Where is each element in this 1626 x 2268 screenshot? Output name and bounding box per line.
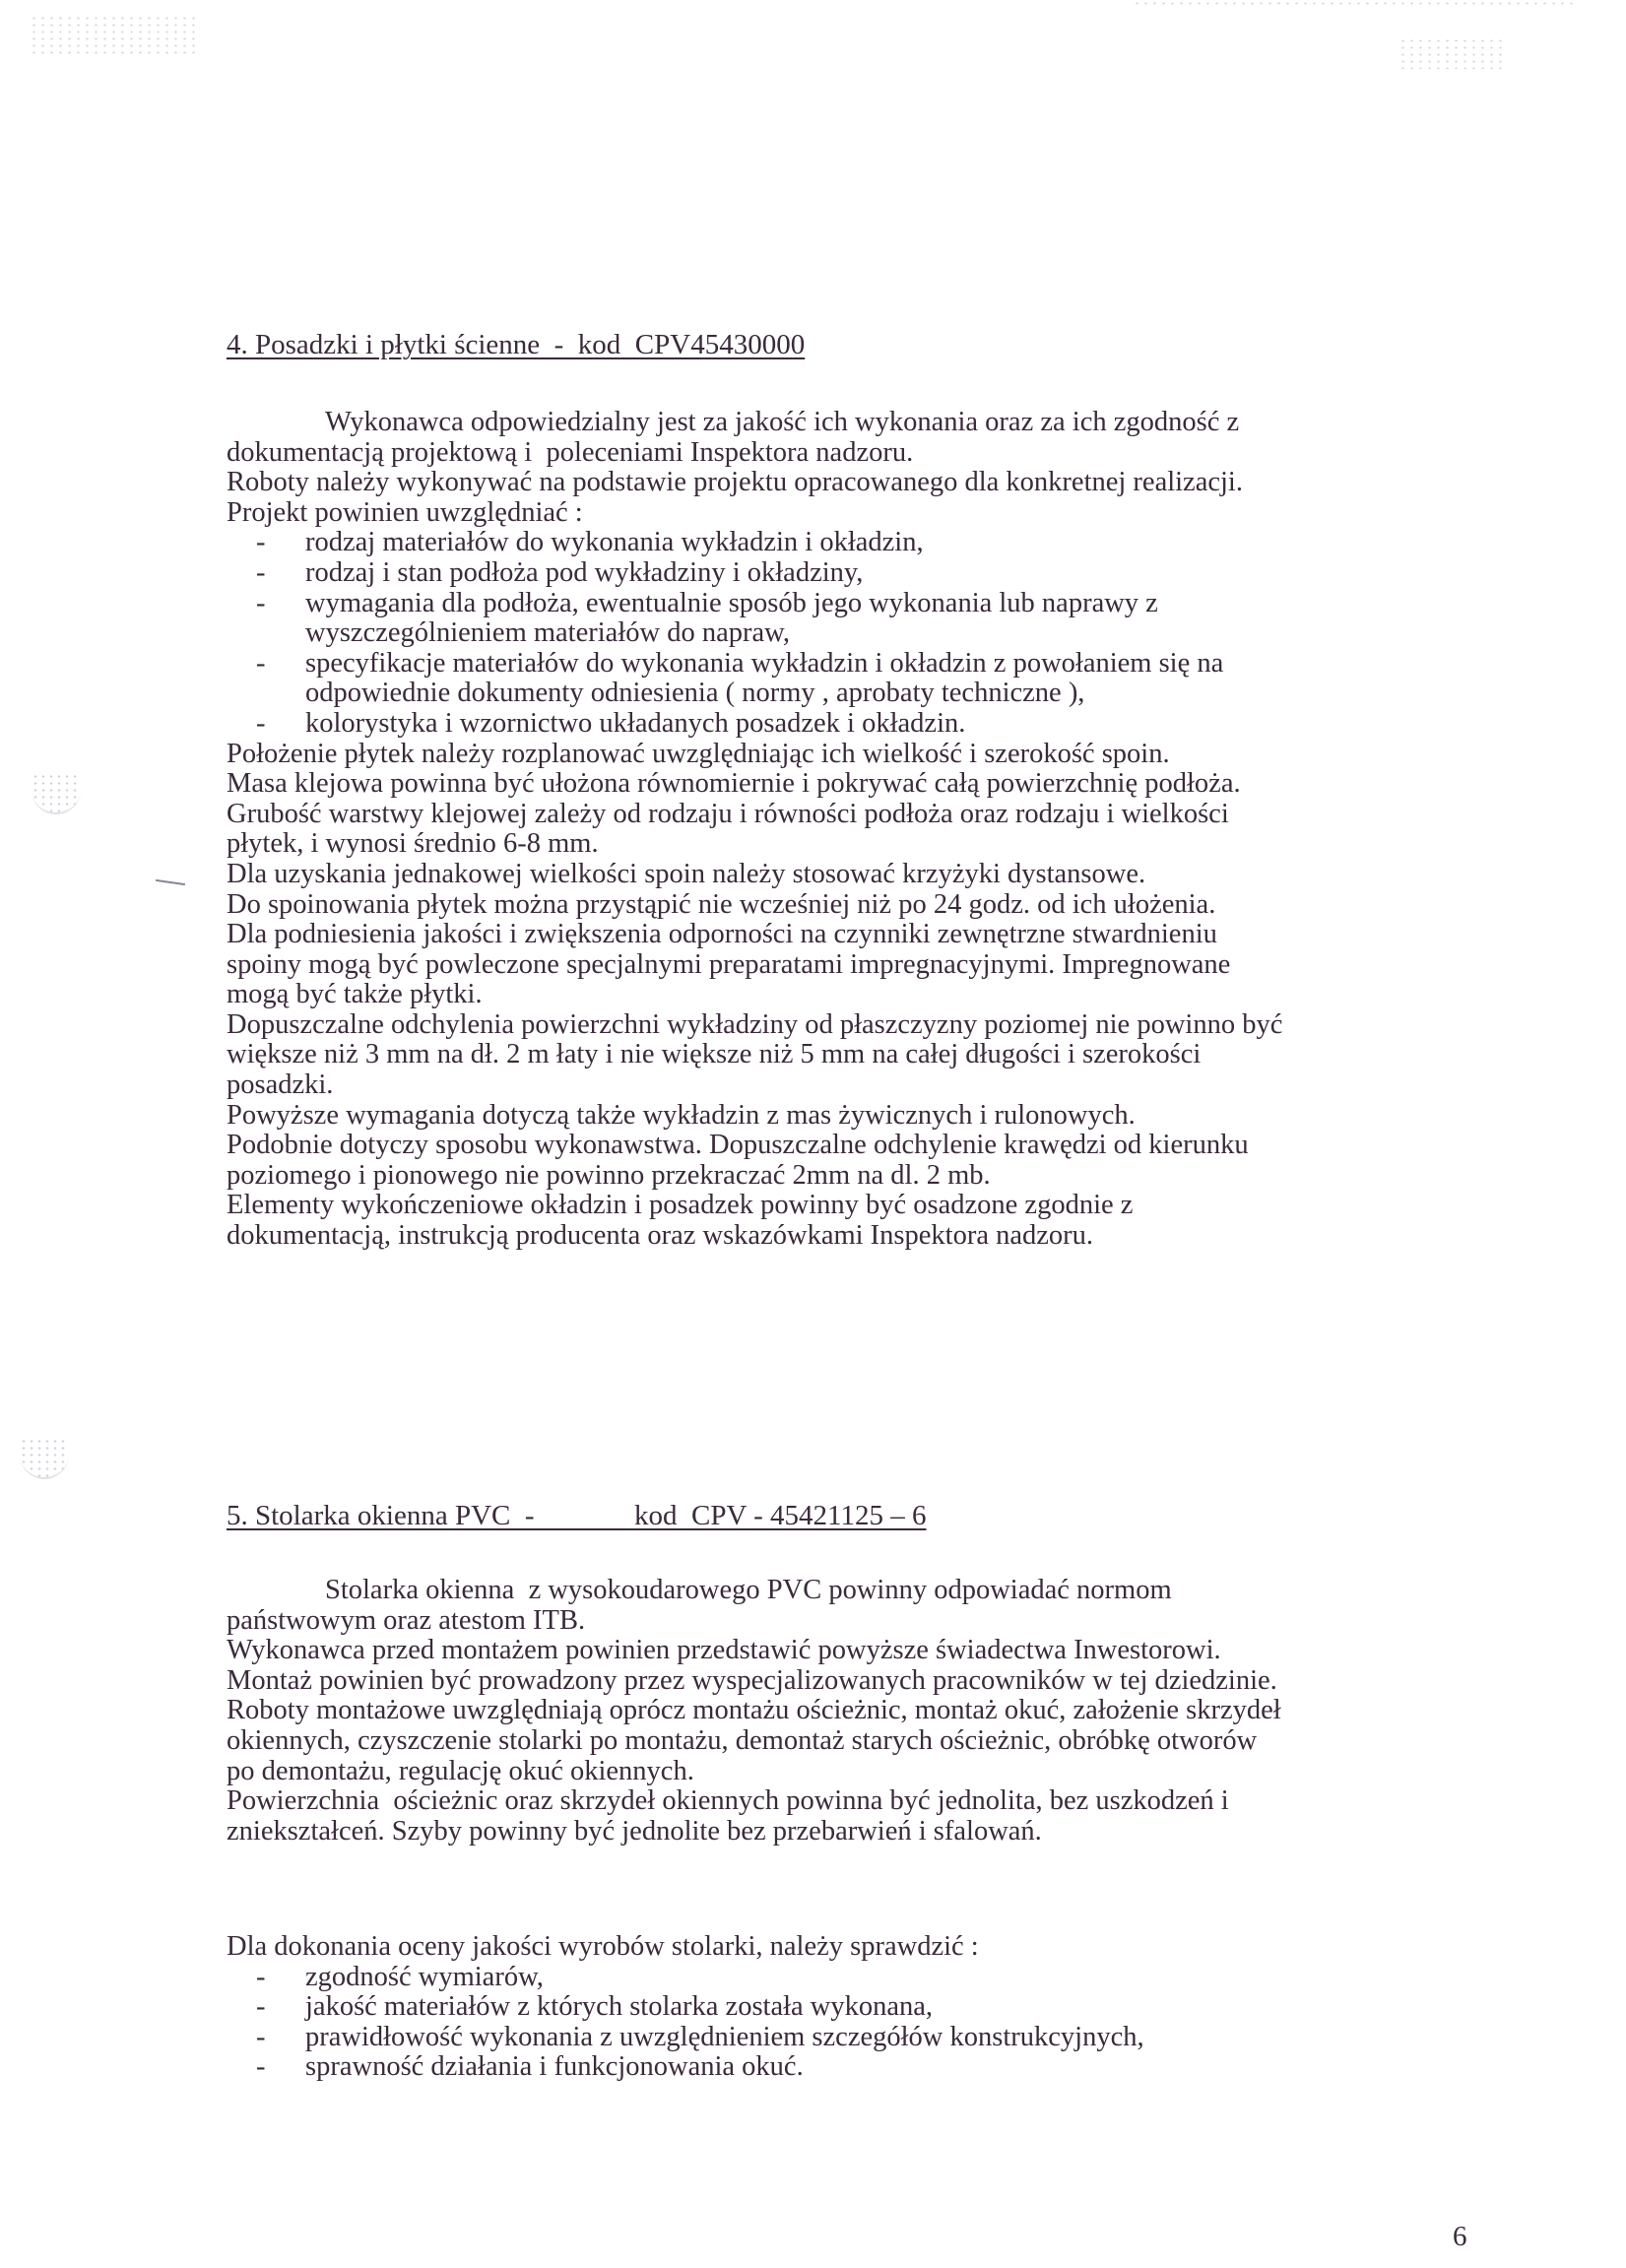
checklist-intro: Dla dokonania oceny jakości wyrobów stolarki, należy sprawdzić :	[227, 1931, 979, 1962]
paragraph-line: państwowym oraz atestom ITB.	[227, 1604, 586, 1636]
paragraph-line: Powierzchnia ościeżnic oraz skrzydeł okiennych powinna być jednolita, bez uszkodzeń i	[227, 1785, 1229, 1817]
list-item-text: rodzaj i stan podłoża pod wykładziny i okładziny,	[305, 556, 864, 588]
paragraph-line: Wykonawca przed montażem powinien przedstawić powyższe świadectwa Inwestorowi.	[227, 1635, 1221, 1666]
section-4-heading: 4. Posadzki i płytki ścienne - kod CPV45430000	[227, 329, 806, 360]
list-item	[227, 709, 1507, 740]
section-5-body	[227, 1576, 1507, 1847]
list-item-text: specyfikacje materiałów do wykonania wykładzin i okładzin z powołaniem się na	[305, 647, 1224, 679]
paragraph-line: Stolarka okienna z wysokoudarowego PVC powinny odpowiadać normom	[325, 1575, 1172, 1605]
paragraph-line: posadzki.	[227, 1069, 334, 1101]
punch-hole-upper	[32, 773, 81, 814]
paragraph-line: Dla podniesienia jakości i zwiększenia odporności na czynniki zewnętrzne stwardnieniu	[227, 919, 1217, 950]
paragraph-line: mogą być także płytki.	[227, 979, 483, 1010]
list-dash: -	[256, 1991, 266, 2023]
paragraph-line: większe niż 3 mm na dł. 2 m łaty i nie większe niż 5 mm na całej długości i szerokości	[227, 1039, 1202, 1070]
scan-mark	[156, 879, 185, 885]
paragraph-line: Dla uzyskania jednakowej wielkości spoin należy stosować krzyżyki dystansowe.	[227, 858, 1146, 889]
paragraph-line: Podobnie dotyczy sposobu wykonawstwa. Dopuszczalne odchylenie krawędzi od kierunku	[227, 1130, 1249, 1161]
paragraph-line: zniekształceń. Szyby powinny być jednolite bez przebarwień i sfalowań.	[227, 1815, 1042, 1847]
list-item-text: prawidłowość wykonania z uwzględnieniem szczegółów konstrukcyjnych,	[305, 2021, 1144, 2052]
requirements-list	[227, 528, 1507, 739]
list-item-text: rodzaj materiałów do wykonania wykładzin i okładzin,	[305, 527, 924, 558]
scan-speckle-top-right	[1398, 37, 1507, 69]
list-item	[227, 1992, 1507, 2023]
paragraph-line: spoiny mogą być powleczone specjalnymi preparatami impregnacyjnymi. Impregnowane	[227, 948, 1231, 980]
scan-speckle-top-left	[30, 15, 197, 54]
paragraph-line: Masa klejowa powinna być ułożona równomiernie i pokrywać całą powierzchnię podłoża.	[227, 768, 1241, 800]
paragraph-line: Położenie płytek należy rozplanować uwzględniając ich wielkość i szerokość spoin.	[227, 738, 1170, 769]
punch-hole-lower	[20, 1438, 69, 1479]
list-item-text: zgodność wymiarów,	[305, 1961, 544, 1992]
list-dash: -	[256, 527, 266, 558]
list-dash: -	[256, 1961, 266, 1992]
paragraph-line: Do spoinowania płytek można przystąpić nie wcześniej niż po 24 godz. od ich ułożenia.	[227, 888, 1216, 920]
list-dash: -	[256, 2021, 266, 2052]
paragraph-line: Powyższe wymagania dotyczą także wykładzin z mas żywicznych i rulonowych.	[227, 1099, 1136, 1131]
list-dash: -	[256, 2051, 266, 2083]
section-4-body	[227, 408, 1507, 1252]
paragraph-line: Grubość warstwy klejowej zależy od rodzaju i równości podłoża oraz rodzaju i wielkości	[227, 798, 1229, 829]
list-dash: -	[256, 707, 266, 739]
list-item-text: jakość materiałów z których stolarka została wykonana,	[305, 1991, 934, 2023]
list-item-text: wymagania dla podłoża, ewentualnie sposób jego wykonania lub naprawy z	[305, 587, 1158, 618]
paragraph-line: Elementy wykończeniowe okładzin i posadzek powinny być osadzone zgodnie z	[227, 1190, 1134, 1221]
list-item	[227, 1963, 1507, 1993]
paragraph-line: dokumentacją projektową i poleceniami Inspektora nadzoru.	[227, 436, 914, 468]
paragraph-line: Roboty należy wykonywać na podstawie projektu opracowanego dla konkretnej realizacji.	[227, 467, 1243, 498]
list-item	[227, 589, 1507, 649]
section-5-checklist	[227, 1932, 1507, 2083]
paragraph-line: Montaż powinien być prowadzony przez wyspecjalizowanych pracowników w tej dziedzinie.	[227, 1664, 1277, 1696]
list-item	[227, 528, 1507, 558]
list-dash: -	[256, 647, 266, 679]
paragraph-line: dokumentacją, instrukcją producenta oraz wskazówkami Inspektora nadzoru.	[227, 1220, 1094, 1252]
section-5-heading: 5. Stolarka okienna PVC - kod CPV - 45421125 – 6	[227, 1500, 927, 1531]
paragraph-line: Roboty montażowe uwzględniają oprócz montażu ościeżnic, montaż okuć, założenie skrzydeł	[227, 1695, 1281, 1726]
paragraph-line: płytek, i wynosi średnio 6-8 mm.	[227, 828, 599, 860]
list-item-text: odpowiednie dokumenty odniesienia ( normy , aprobaty techniczne ),	[305, 678, 1085, 709]
list-item	[227, 649, 1507, 709]
list-item-text: sprawność działania i funkcjonowania okuć.	[305, 2051, 804, 2083]
list-dash: -	[256, 587, 266, 618]
paragraph-line: okiennych, czyszczenie stolarki po montażu, demontaż starych ościeżnic, obróbkę otworów	[227, 1724, 1258, 1756]
paragraph-line: Dopuszczalne odchylenia powierzchni wykładziny od płaszczyzny poziomej nie powinno być	[227, 1008, 1283, 1040]
list-item-text: kolorystyka i wzornictwo układanych posadzek i okładzin.	[305, 707, 966, 739]
scan-speckle-top-edge	[1133, 0, 1576, 6]
list-item-text: wyszczególnieniem materiałów do napraw,	[305, 617, 790, 649]
list-item	[227, 2052, 1507, 2083]
paragraph-line: Projekt powinien uwzględniać :	[227, 496, 583, 528]
list-item	[227, 2023, 1507, 2053]
list-dash: -	[256, 556, 266, 588]
paragraph-line: poziomego i pionowego nie powinno przekraczać 2mm na dl. 2 mb.	[227, 1159, 991, 1191]
page-number: 6	[1453, 2221, 1467, 2252]
paragraph-line: po demontażu, regulację okuć okiennych.	[227, 1755, 694, 1786]
list-item	[227, 558, 1507, 589]
paragraph-line: Wykonawca odpowiedzialny jest za jakość ich wykonania oraz za ich zgodność z	[325, 407, 1240, 437]
